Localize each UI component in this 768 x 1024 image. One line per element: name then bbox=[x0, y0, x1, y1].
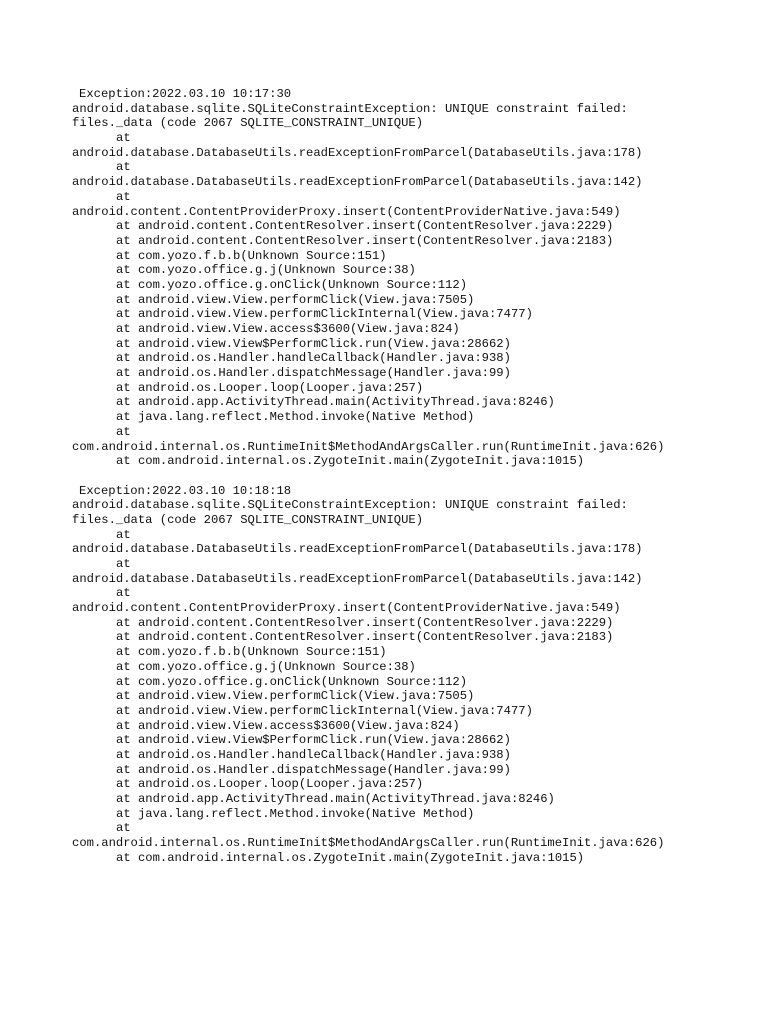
stack-trace-line: at android.view.View.performClickInternal(View.java:7477) bbox=[116, 703, 533, 718]
stack-trace-line: at android.os.Looper.loop(Looper.java:257) bbox=[116, 777, 424, 792]
stack-trace-line: at java.lang.reflect.Method.invoke(Native Method) bbox=[116, 806, 475, 821]
stack-trace bbox=[72, 131, 752, 469]
stack-trace-line: at bbox=[116, 424, 131, 439]
stack-trace bbox=[72, 528, 752, 866]
stack-trace-line: at android.view.View$PerformClick.run(View.java:28662) bbox=[116, 336, 511, 351]
stack-trace-line: at android.os.Handler.handleCallback(Handler.java:938) bbox=[116, 351, 511, 366]
stack-trace-line: at android.view.View$PerformClick.run(View.java:28662) bbox=[116, 733, 511, 748]
exception-header: Exception:2022.03.10 10:17:30 bbox=[79, 87, 292, 101]
stack-trace-line: android.content.ContentProviderProxy.insert(ContentProviderNative.java:549) bbox=[72, 601, 621, 616]
stack-trace-line: at android.view.View.performClick(View.java:7505) bbox=[116, 292, 475, 307]
stack-trace-line: at android.os.Handler.dispatchMessage(Handler.java:99) bbox=[116, 366, 511, 381]
stack-trace-line: at android.app.ActivityThread.main(ActivityThread.java:8246) bbox=[116, 395, 555, 410]
stack-trace-line: at com.android.internal.os.ZygoteInit.main(ZygoteInit.java:1015) bbox=[116, 850, 585, 865]
stack-trace-line: android.database.DatabaseUtils.readExceptionFromParcel(DatabaseUtils.java:178) bbox=[72, 145, 643, 160]
exception-log bbox=[72, 87, 752, 865]
stack-trace-line: at android.view.View.access$3600(View.java:824) bbox=[116, 322, 460, 336]
stack-trace-line: at android.os.Handler.dispatchMessage(Handler.java:99) bbox=[116, 762, 511, 777]
exception-header: Exception:2022.03.10 10:18:18 bbox=[79, 483, 292, 498]
stack-trace-line: at android.view.View.access$3600(View.java:824) bbox=[116, 718, 460, 733]
stack-trace-line: at com.yozo.office.g.j(Unknown Source:38) bbox=[116, 263, 416, 278]
stack-trace-line: at bbox=[116, 586, 131, 601]
stack-trace-line: com.android.internal.os.RuntimeInit$MethodAndArgsCaller.run(RuntimeInit.java:626) bbox=[72, 836, 665, 851]
exception-block bbox=[72, 484, 752, 866]
stack-trace-line: at android.os.Looper.loop(Looper.java:257) bbox=[116, 380, 424, 395]
stack-trace-line: at bbox=[116, 160, 131, 175]
stack-trace-line: at android.view.View.performClick(View.java:7505) bbox=[116, 689, 475, 704]
stack-trace-line: at com.android.internal.os.ZygoteInit.main(ZygoteInit.java:1015) bbox=[116, 454, 585, 469]
stack-trace-line: at bbox=[116, 131, 131, 146]
exception-message-line: files._data (code 2067 SQLITE_CONSTRAINT_UNIQUE) bbox=[72, 116, 424, 131]
stack-trace-line: at android.content.ContentResolver.insert(ContentResolver.java:2183) bbox=[116, 233, 614, 248]
stack-trace-line: at bbox=[116, 557, 131, 571]
stack-trace-line: com.android.internal.os.RuntimeInit$MethodAndArgsCaller.run(RuntimeInit.java:626) bbox=[72, 439, 665, 454]
stack-trace-line: at java.lang.reflect.Method.invoke(Native Method) bbox=[116, 410, 475, 425]
exception-block bbox=[72, 87, 752, 469]
stack-trace-line: at android.view.View.performClickInternal(View.java:7477) bbox=[116, 307, 533, 322]
stack-trace-line: at com.yozo.office.g.onClick(Unknown Source:112) bbox=[116, 674, 468, 689]
exception-message-line: files._data (code 2067 SQLITE_CONSTRAINT_UNIQUE) bbox=[72, 512, 424, 527]
stack-trace-line: android.database.DatabaseUtils.readExceptionFromParcel(DatabaseUtils.java:142) bbox=[72, 175, 643, 190]
stack-trace-line: at android.content.ContentResolver.insert(ContentResolver.java:2229) bbox=[116, 615, 614, 630]
stack-trace-line: at com.yozo.office.g.j(Unknown Source:38) bbox=[116, 659, 416, 674]
stack-trace-line: android.content.ContentProviderProxy.insert(ContentProviderNative.java:549) bbox=[72, 204, 621, 219]
stack-trace-line: at android.os.Handler.handleCallback(Handler.java:938) bbox=[116, 747, 511, 762]
stack-trace-line: at android.content.ContentResolver.insert(ContentResolver.java:2183) bbox=[116, 630, 614, 645]
stack-trace-line: at android.app.ActivityThread.main(ActivityThread.java:8246) bbox=[116, 792, 555, 806]
stack-trace-line: at bbox=[116, 189, 131, 204]
stack-trace-line: android.database.DatabaseUtils.readExceptionFromParcel(DatabaseUtils.java:142) bbox=[72, 571, 643, 586]
exception-message-line: android.database.sqlite.SQLiteConstraintException: UNIQUE constraint failed: bbox=[72, 498, 628, 513]
stack-trace-line: at com.yozo.f.b.b(Unknown Source:151) bbox=[116, 248, 387, 263]
stack-trace-line: at bbox=[116, 527, 131, 542]
stack-trace-line: at com.yozo.f.b.b(Unknown Source:151) bbox=[116, 645, 387, 660]
stack-trace-line: at android.content.ContentResolver.insert(ContentResolver.java:2229) bbox=[116, 219, 614, 234]
exception-message-line: android.database.sqlite.SQLiteConstraintException: UNIQUE constraint failed: bbox=[72, 101, 628, 116]
stack-trace-line: at com.yozo.office.g.onClick(Unknown Source:112) bbox=[116, 277, 468, 292]
stack-trace-line: android.database.DatabaseUtils.readExceptionFromParcel(DatabaseUtils.java:178) bbox=[72, 542, 643, 557]
stack-trace-line: at bbox=[116, 821, 131, 836]
